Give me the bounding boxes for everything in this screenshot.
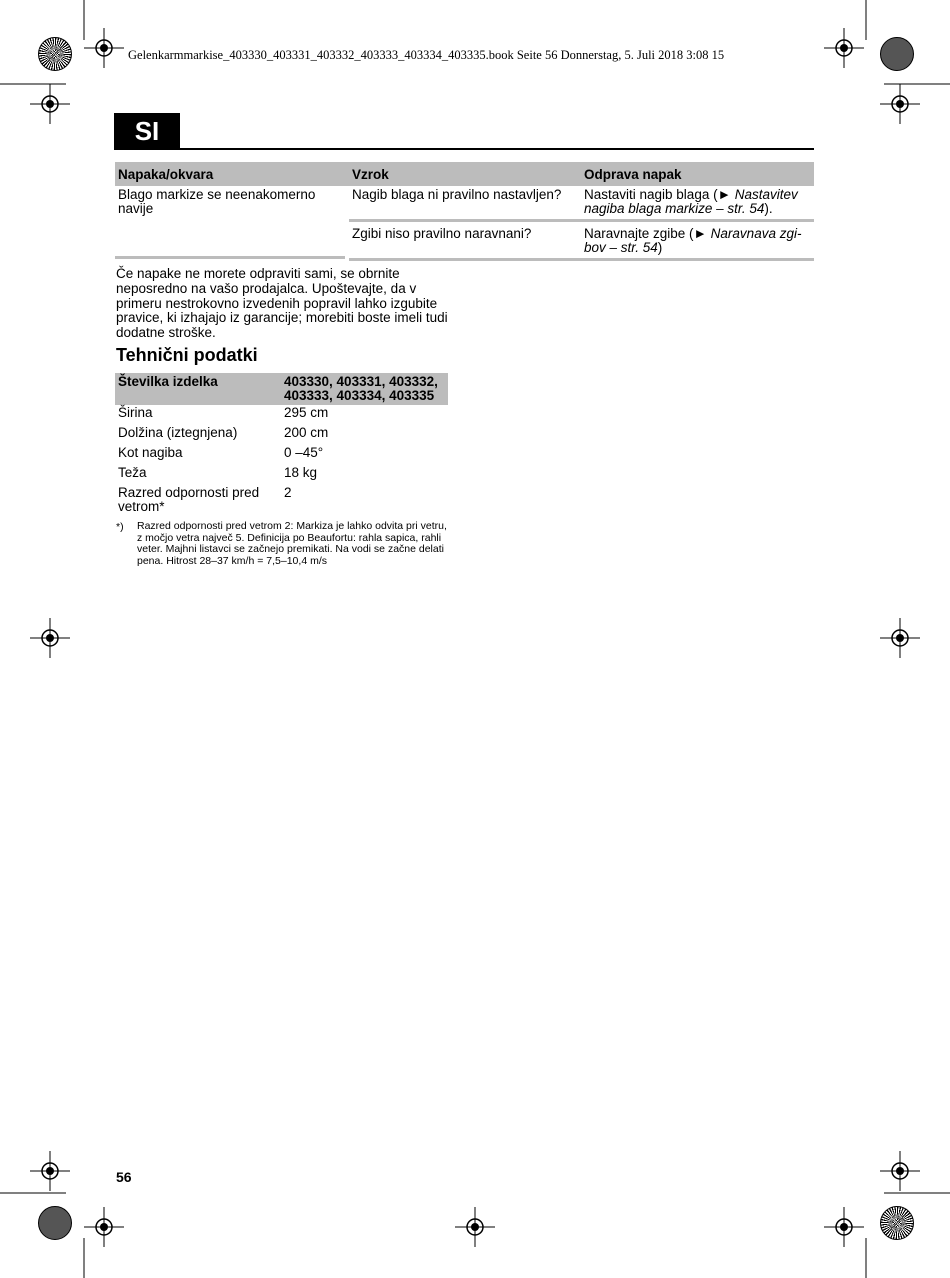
troubleshooting-table bbox=[115, 162, 814, 261]
registration-mark-icon bbox=[30, 1151, 70, 1191]
table-header-row bbox=[115, 162, 814, 186]
column-header-fault: Napaka/okvara bbox=[115, 162, 349, 186]
spec-label: Širina bbox=[118, 405, 153, 420]
support-paragraph: Če napake ne morete odpraviti sami, se obrnite neposredno na vašo prodajalca. Upoštevajte, da v primeru nestrokovno izvedenih popravil lahko izgubite pravice, ki izhajajo iz garancije; morebiti boste imeli tudi dodatne stroške. bbox=[116, 266, 448, 341]
fix-text-end: ) bbox=[657, 240, 663, 255]
spec-row bbox=[115, 422, 448, 442]
spec-row bbox=[115, 405, 448, 422]
spec-header-label: Številka izdelka bbox=[115, 373, 281, 405]
cross-reference-link: Naravnava zgi-bov – str. 54 bbox=[584, 226, 802, 255]
gray-disc-icon bbox=[38, 1206, 72, 1240]
page-number: 56 bbox=[116, 1169, 132, 1185]
spec-value: 18 kg bbox=[284, 465, 318, 480]
header-rule bbox=[114, 148, 814, 150]
gray-disc-icon bbox=[880, 37, 914, 71]
registration-mark-icon bbox=[880, 618, 920, 658]
fault-cell: Blago markize se neenakomerno navije bbox=[118, 187, 316, 216]
spec-value: 0 –45° bbox=[284, 445, 324, 460]
starburst-target-icon bbox=[38, 37, 72, 71]
registration-mark-icon bbox=[30, 84, 70, 124]
spec-row bbox=[115, 442, 448, 462]
fix-text: Naravnajte zgibe (► bbox=[584, 226, 711, 241]
footnote-mark: *) bbox=[116, 521, 124, 533]
footnote-text: Razred odpornosti pred vetrom 2: Markiza je lahko odvita pri vetru, z močjo vetra največ 5. Definicija po Beaufortu: rahla sapica, rahli veter. Majhni listavci se začnejo premikati. Na vodi se začne delati pena. Hitrost 28–37 km/h = 7,5–10,4 m/s bbox=[137, 520, 447, 567]
language-badge: SI bbox=[114, 113, 180, 149]
spec-row bbox=[115, 482, 448, 516]
table-row bbox=[115, 186, 814, 221]
spec-label: Razred odpornosti pred vetrom* bbox=[118, 485, 260, 514]
spec-label: Dolžina (iztegnjena) bbox=[118, 425, 238, 440]
fix-text-end: ). bbox=[764, 201, 773, 216]
fix-cell bbox=[581, 186, 814, 221]
spec-value: 2 bbox=[284, 485, 292, 500]
spec-label: Teža bbox=[118, 465, 147, 480]
registration-mark-icon bbox=[84, 28, 124, 68]
registration-mark-icon bbox=[824, 1207, 864, 1247]
registration-mark-icon bbox=[824, 28, 864, 68]
cross-reference-link: Nastavitev nagiba blaga markize – str. 54 bbox=[584, 187, 798, 216]
spec-table bbox=[115, 373, 448, 516]
cause-cell: Zgibi niso pravilno naravnani? bbox=[349, 221, 581, 260]
spec-header-row bbox=[115, 373, 448, 405]
registration-mark-icon bbox=[880, 84, 920, 124]
fix-text: Nastaviti nagib blaga (► bbox=[584, 187, 735, 202]
spec-row bbox=[115, 462, 448, 482]
registration-mark-icon bbox=[84, 1207, 124, 1247]
column-header-cause: Vzrok bbox=[349, 162, 581, 186]
fault-column-bottom-rule bbox=[115, 256, 345, 259]
spec-value: 295 cm bbox=[284, 405, 329, 420]
registration-mark-icon bbox=[455, 1207, 495, 1247]
section-heading: Tehnični podatki bbox=[116, 345, 258, 365]
starburst-target-icon bbox=[880, 1206, 914, 1240]
registration-mark-icon bbox=[880, 1151, 920, 1191]
fix-cell bbox=[581, 221, 814, 260]
spec-value: 200 cm bbox=[284, 425, 329, 440]
registration-mark-icon bbox=[30, 618, 70, 658]
spec-header-value: 403330, 403331, 403332, 403333, 403334, 403335 bbox=[281, 373, 448, 405]
column-header-fix: Odprava napak bbox=[581, 162, 814, 186]
cause-cell: Nagib blaga ni pravilno nastavljen? bbox=[349, 186, 581, 221]
spec-label: Kot nagiba bbox=[118, 445, 183, 460]
print-header: Gelenkarmmarkise_403330_403331_403332_403333_403334_403335.book Seite 56 Donnerstag, 5. Juli 2018 3:08 15 bbox=[128, 48, 725, 62]
